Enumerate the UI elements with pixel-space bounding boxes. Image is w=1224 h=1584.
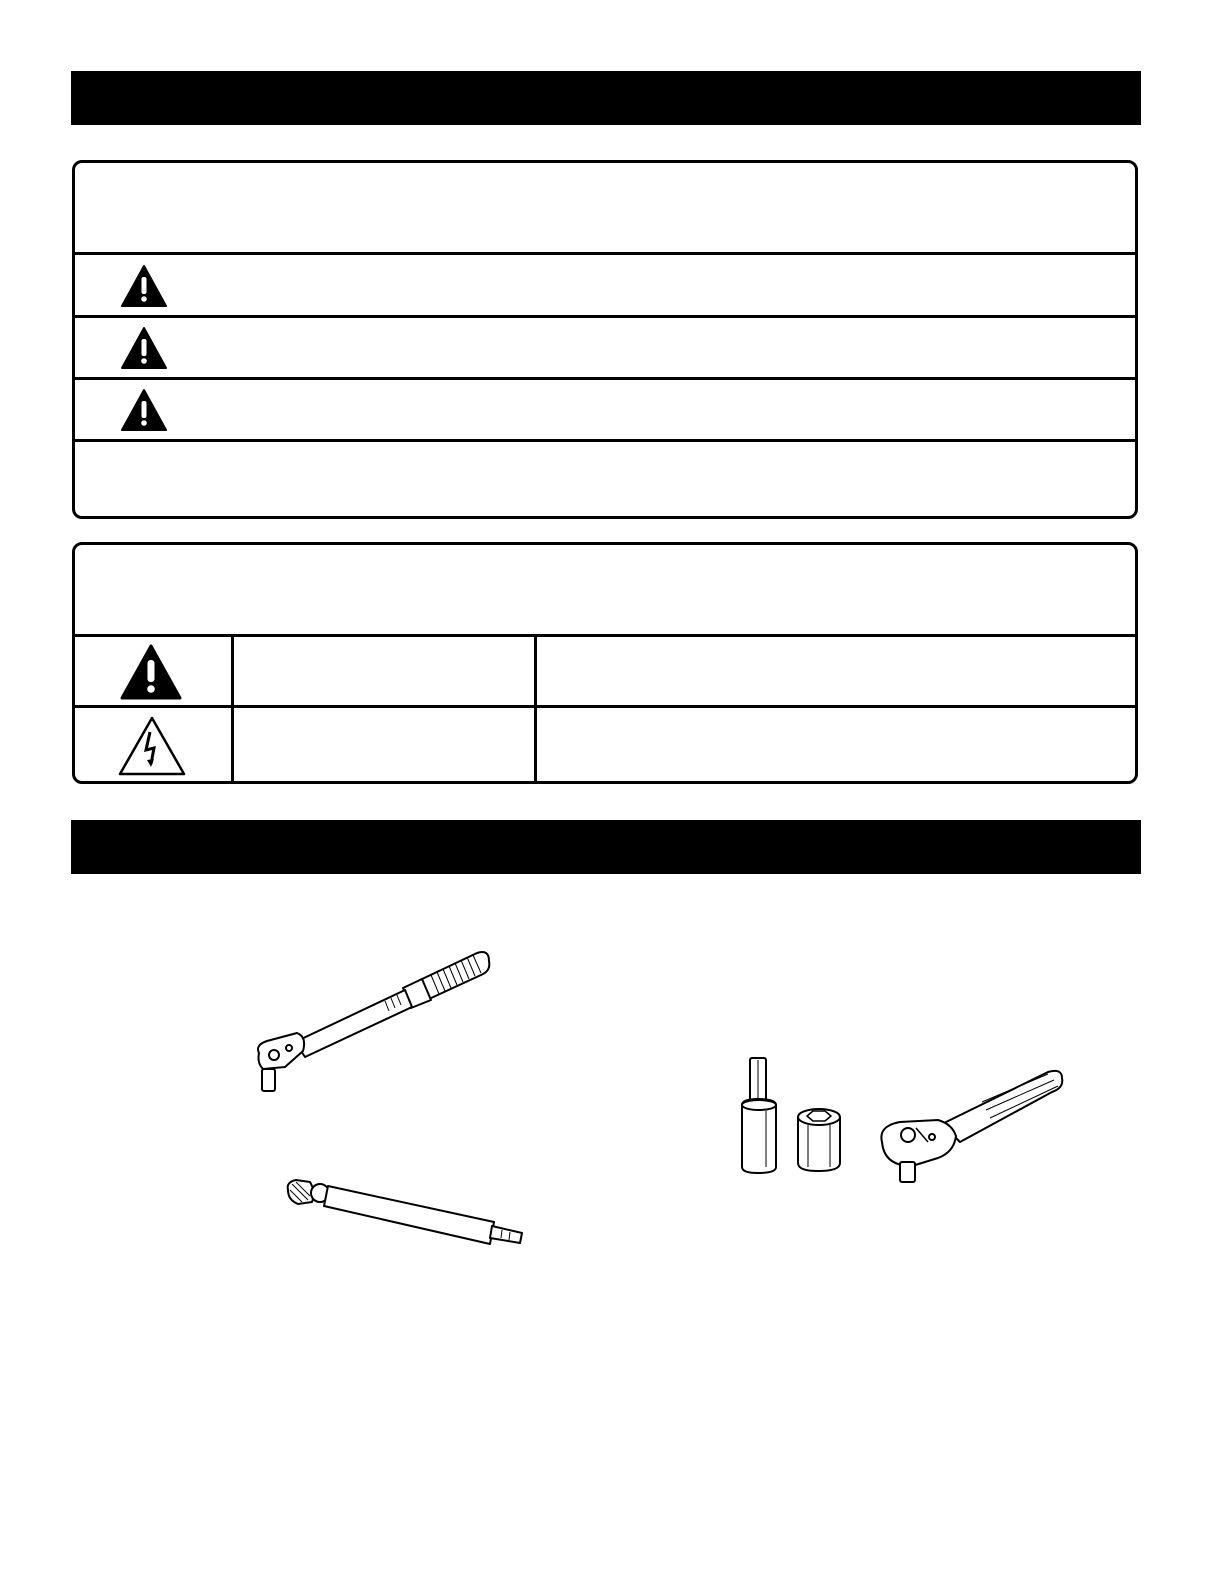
ratchet-illustration [872, 1062, 1070, 1187]
safety-row-2 [75, 315, 1135, 377]
safety-row-3 [75, 377, 1135, 439]
warning-triangle-icon [120, 326, 168, 370]
section-header-bar-2 [71, 820, 1141, 874]
symbols-box [72, 542, 1138, 784]
electrical-hazard-icon [116, 714, 188, 778]
symbol-row-2 [75, 705, 1135, 781]
safety-box-footer [75, 439, 1135, 516]
socket-illustration [794, 1105, 846, 1175]
torque-screwdriver-illustration [280, 1172, 530, 1252]
torque-wrench-illustration [245, 945, 495, 1100]
safety-row-1 [75, 252, 1135, 315]
safety-alert-icon [119, 643, 183, 701]
section-header-bar-1 [71, 71, 1141, 125]
symbol-row-1 [75, 634, 1135, 705]
warning-triangle-icon [120, 264, 168, 308]
warning-triangle-icon [120, 388, 168, 432]
symbols-box-header [75, 545, 1135, 634]
safety-rules-box [72, 160, 1138, 519]
socket-extension-illustration [738, 1055, 783, 1177]
safety-box-header [75, 163, 1135, 252]
